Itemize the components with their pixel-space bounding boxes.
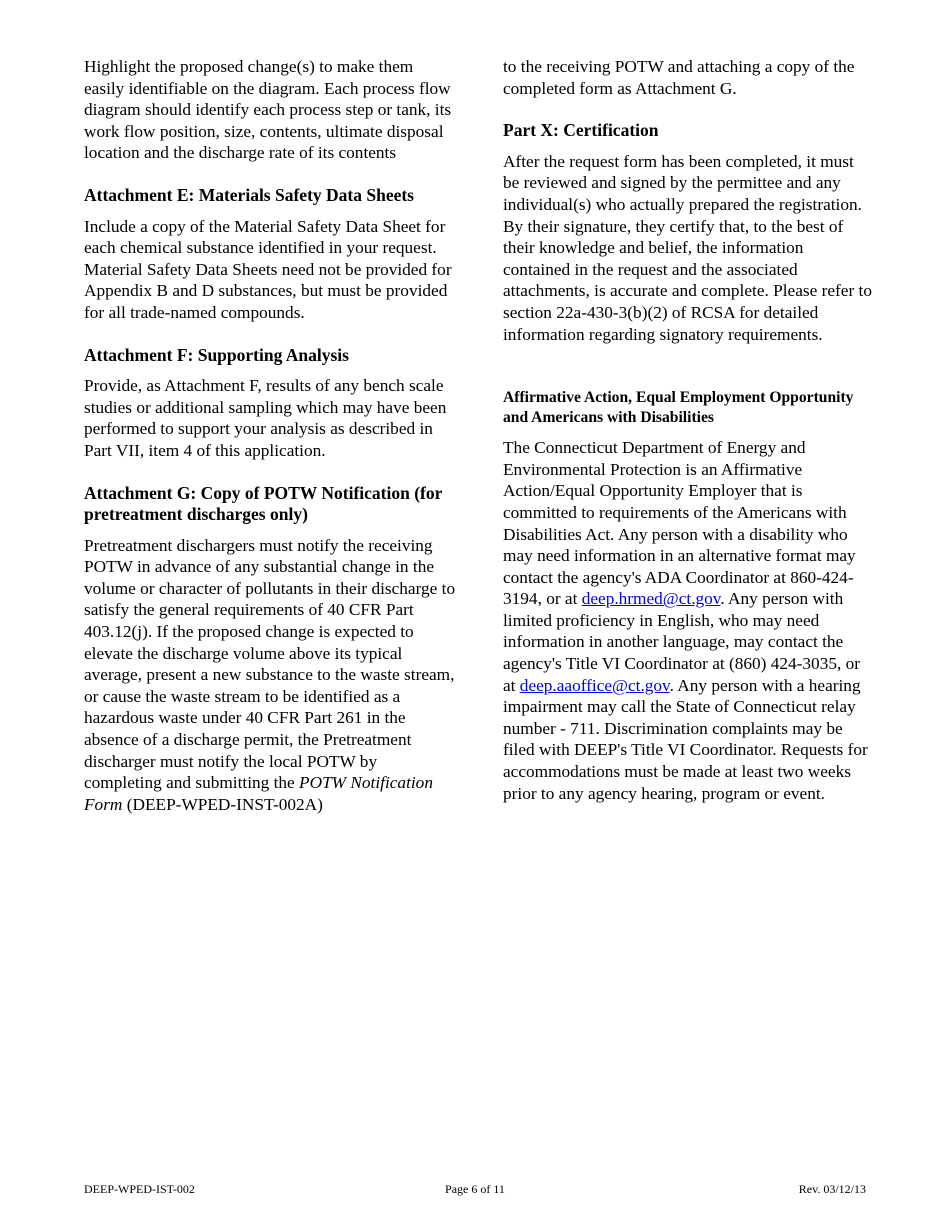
attachment-g-body <box>84 535 456 816</box>
aa-body-2: . Any person with limited proficiency in English, who may need information in another language, may contact the agency's Title VI Coordinator at (860) 424-3035, or at <box>503 589 861 695</box>
footer-revision: Rev. 03/12/13 <box>798 1182 866 1196</box>
right-column <box>503 56 873 804</box>
attachment-f-body: Provide, as Attachment F, results of any bench scale studies or additional sampling which may have been performed to support your analysis as described in Part VII, item 4 of this application. <box>84 376 447 460</box>
footer-form-id: DEEP-WPED-IST-002 <box>84 1182 195 1196</box>
potw-form-name: POTW Notification Form <box>84 773 433 814</box>
attachment-e-body: Include a copy of the Material Safety Data Sheet for each chemical substance identified in your request. Material Safety Data Sheets need not be provided for Appendix B and D substances, but must be provided for all trade-named compounds. <box>84 216 452 322</box>
attachment-e-heading: Attachment E: Materials Safety Data Sheets <box>84 184 414 205</box>
aa-body-3: . Any person with a hearing impairment may call the State of Connecticut relay number - 711. Discrimination complaints may be filed with DEEP's Title VI Coordinator. Requests for accommodations must be made at least two weeks prior to any agency hearing, program or event. <box>503 675 868 803</box>
continuation-paragraph: to the receiving POTW and attaching a copy of the completed form as Attachment G. <box>503 57 855 98</box>
attachment-g-body-end: (DEEP-WPED-INST-002A) <box>122 794 323 814</box>
aa-body-1: The Connecticut Department of Energy and Environmental Protection is an Affirmative Action/Equal Opportunity Employer that is committed to requirements of the Americans with Disabilities Act. Any person with a disability who may need information in an alternative format may contact the agency's ADA Coordinator at 860-424-3194, or at <box>503 438 856 609</box>
attachment-g-heading: Attachment G: Copy of POTW Notification (for pretreatment discharges only) <box>84 482 443 525</box>
affirmative-action-heading: Affirmative Action, Equal Employment Opportunity and Americans with Disabilities <box>503 389 854 427</box>
intro-paragraph: Highlight the proposed change(s) to make them easily identifiable on the diagram. Each process flow diagram should identify each process step or tank, its work flow position, size, contents, ultimate disposal location and the discharge rate of its contents <box>84 57 452 163</box>
aaoffice-email-link[interactable]: deep.aaoffice@ct.gov <box>519 675 670 695</box>
attachment-g-body-start: Pretreatment dischargers must notify the receiving POTW in advance of any substantial change in the volume or character of pollutants in their discharge to satisfy the general requirements of 40 CFR Part 403.12(j). If the proposed change is expected to elevate the discharge volume above its typical average, present a new substance to the waste stream, or cause the waste stream to be identified as a hazardous waste under 40 CFR Part 261 in the absence of a discharge permit, the Pretreatment discharger must notify the local POTW by completing and submitting the <box>84 535 456 793</box>
affirmative-action-body <box>503 437 873 804</box>
left-column <box>84 56 456 815</box>
part-x-body: After the request form has been completed, it must be reviewed and signed by the permittee and any individual(s) who actually prepared the registration. By their signature, they certify that, to the best of their knowledge and belief, the information contained in the request and the associated attachments, is accurate and complete. Please refer to section 22a-430-3(b)(2) of RCSA for detailed information regarding signatory requirements. <box>503 151 872 344</box>
part-x-heading: Part X: Certification <box>503 120 659 141</box>
footer-page-number: Page 6 of 11 <box>445 1182 505 1196</box>
attachment-f-heading: Attachment F: Supporting Analysis <box>84 344 349 365</box>
hrmed-email-link[interactable]: deep.hrmed@ct.gov <box>581 589 721 609</box>
